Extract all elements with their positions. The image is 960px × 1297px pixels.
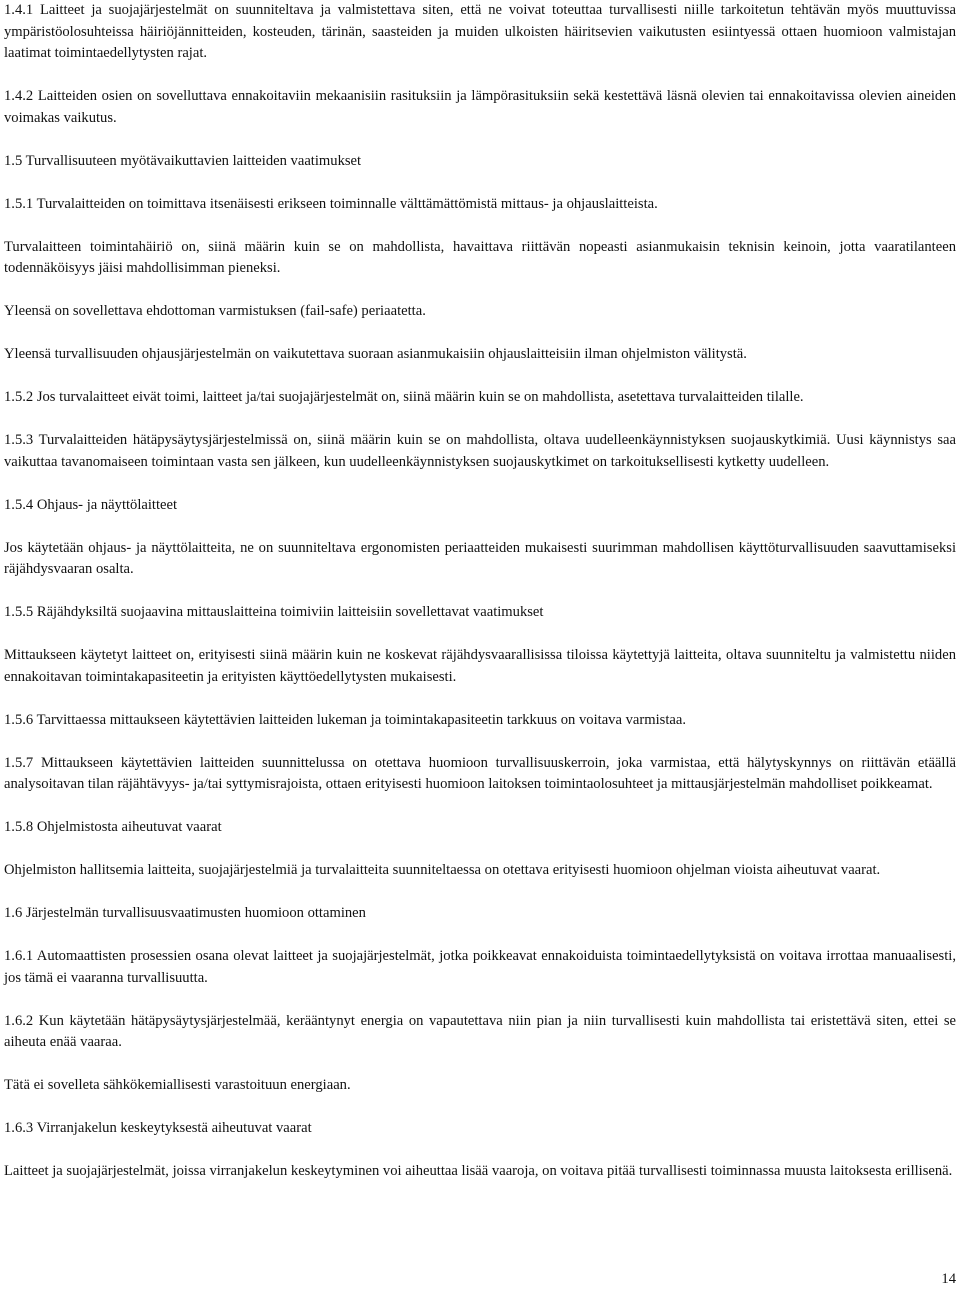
paragraph-control-system: Yleensä turvallisuuden ohjausjärjestelmän on vaikutettava suoraan asianmukaisiin ohjauslaitteisiin ilman ohjelmiston välitystä. [4, 346, 747, 362]
heading-1-6: 1.6 Järjestelmän turvallisuusvaatimusten huomioon ottaminen [4, 905, 366, 921]
paragraph-fail-safe: Yleensä on sovellettava ehdottoman varmistuksen (fail-safe) periaatetta. [4, 303, 426, 319]
paragraph-1-5-1: 1.5.1 Turvalaitteiden on toimittava itsenäisesti erikseen toiminnalle välttämättömistä mittaus- ja ohjauslaitteista. [4, 195, 658, 212]
heading-1-5-8: 1.5.8 Ohjelmistosta aiheutuvat vaarat [4, 819, 222, 835]
paragraph-1-5-3: 1.5.3 Turvalaitteiden hätäpysäytysjärjestelmissä on, siinä määrin kuin se on mahdollista, oltava uudelleenkäynnistyksen suojauskytkimiä. Uusi käynnistys saa vaikuttaa tavanomaiseen toimintaan vasta sen jälkeen, kun uudelleenkäynnistyksen suojauskytkimet on tarkoituksellisesti kytketty uudelleen. [4, 432, 956, 470]
paragraph-1-5-7: 1.5.7 Mittaukseen käytettävien laitteiden suunnittelussa on otettava huomioon turvallisuuskerroin, joka varmistaa, että hälytyskynnys on riittävän etäällä analysoitavan tilan räjähtävyys- ja/tai syttymisrajoista, ottaen erityisesti huomioon laitoksen toimintaolosuhteet ja mittausjärjestelmän mahdolliset poikkeamat. [4, 754, 956, 792]
paragraph-1-6-2: 1.6.2 Kun käytetään hätäpysäytysjärjestelmää, kerääntynyt energia on vapautettava niin pian ja niin turvallisesti kuin mahdollista tai eristettävä siten, ettei se aiheuta enää vaaraa. [4, 1012, 956, 1050]
heading-1-5-4: 1.5.4 Ohjaus- ja näyttölaitteet [4, 496, 178, 513]
paragraph-1-5-2: 1.5.2 Jos turvalaitteet eivät toimi, laitteet ja/tai suojajärjestelmät on, siinä määrin kuin se on mahdollista, asetettava turvalaitteiden tilalle. [4, 389, 804, 405]
paragraph-1-6-1: 1.6.1 Automaattisten prosessien osana olevat laitteet ja suojajärjestelmät, jotka poikkeavat ennakoiduista toimintaedellytyksistä on voitava irrottaa manuaalisesti, jos tämä ei vaaranna turvallisuutta. [4, 948, 956, 986]
paragraph-controls-displays: Jos käytetään ohjaus- ja näyttölaitteita, ne on suunniteltava ergonomisten periaatteiden mukaisesti suurimman mahdollisen käyttöturvallisuuden saavuttamiseksi räjähdysvaaran osalta. [4, 539, 956, 577]
paragraph-1-4-2: 1.4.2 Laitteiden osien on sovelluttava ennakoitaviin mekaanisiin rasituksiin ja lämpörasituksiin sekä kestettävä läsnä olevien tai ennakoitavissa olevien aineiden voimakas vaikutus. [4, 88, 956, 126]
document-page [4, 0, 956, 1183]
heading-1-5: 1.5 Turvallisuuteen myötävaikuttavien laitteiden vaatimukset [4, 152, 362, 169]
heading-1-5-5: 1.5.5 Räjähdyksiltä suojaavina mittauslaitteina toimiviin laitteisiin sovellettavat vaatimukset [4, 604, 544, 620]
paragraph-software-hazards: Ohjelmiston hallitsemia laitteita, suojajärjestelmiä ja turvalaitteita suunniteltaessa on otettava erityisesti huomioon ohjelman vioista aiheutuvat vaarat. [4, 862, 881, 878]
page-number: 14 [941, 1271, 956, 1287]
heading-1-6-3: 1.6.3 Virranjakelun keskeytyksestä aiheutuvat vaarat [4, 1120, 312, 1136]
paragraph-1-4-1: 1.4.1 Laitteet ja suojajärjestelmät on suunniteltava ja valmistettava siten, että ne voivat toteuttaa turvallisesti niille tarkoitetun tehtävän myös muuttuvissa ympäristöolosuhteissa häiriöjännitteiden, kosteuden, tärinän, saasteiden ja muiden ulkoisten häiritsevien vaikutusten esiintyessä ottaen huomioon valmistajan laatimat toimintaedellytysten rajat. [4, 2, 956, 61]
paragraph-power-interruption: Laitteet ja suojajärjestelmät, joissa virranjakelun keskeytyminen voi aiheuttaa lisää vaaroja, on voitava pitää turvallisesti toiminnassa muusta laitoksesta erillisenä. [4, 1163, 953, 1179]
paragraph-1-5-6: 1.5.6 Tarvittaessa mittaukseen käytettävien laitteiden lukeman ja toimintakapasiteetin tarkkuus on voitava varmistaa. [4, 711, 686, 728]
paragraph-electrochemical: Tätä ei sovelleta sähkökemiallisesti varastoituun energiaan. [4, 1077, 351, 1093]
paragraph-measuring-devices: Mittaukseen käytetyt laitteet on, erityisesti siinä määrin kuin ne koskevat räjähdysvaarallisissa tiloissa käytettyjä laitteita, oltava suunniteltu ja valmistettu niiden ennakoitavan toimintakapasiteetin ja erityisten käyttöedellytysten mukaisesti. [4, 647, 956, 685]
paragraph-fault-detection: Turvalaitteen toimintahäiriö on, siinä määrin kuin se on mahdollista, havaittava riittävän nopeasti asianmukaisin teknisin keinoin, jotta vaaratilanteen todennäköisyys jäisi mahdollisimman pieneksi. [4, 238, 956, 276]
